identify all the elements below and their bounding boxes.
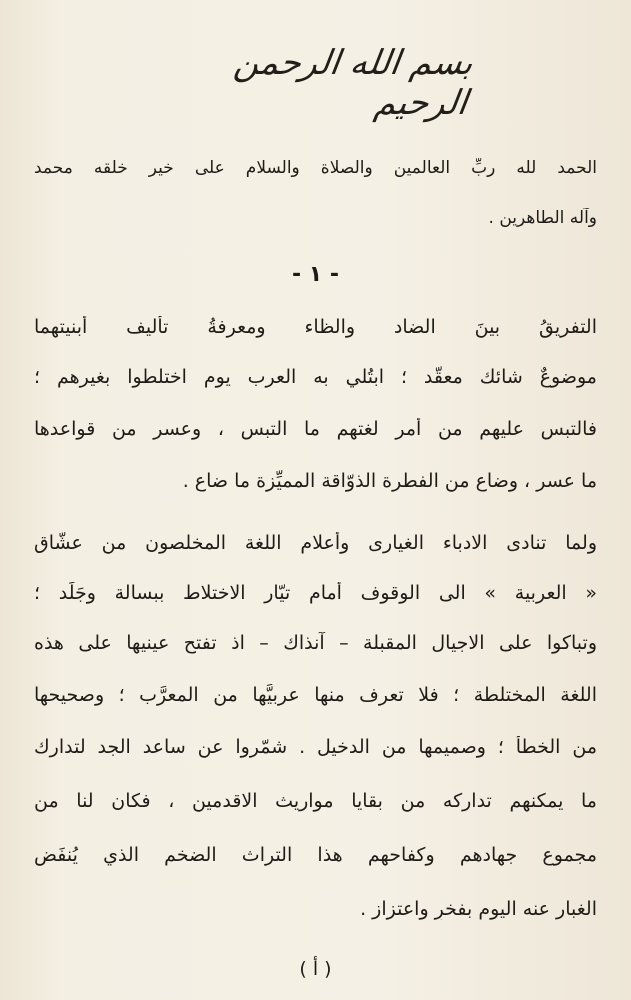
page-number: ( أ ) [299,958,332,980]
paragraph-1-line-1: التفريقُ بينَ الضاد والظاء ومعرفةُ تأليف أبنيتهما [34,316,597,338]
paragraph-2-line-6: ما يمكنهم تداركه من بقايا مواريث الاقدمين ، فكان لنا من [34,790,597,812]
paragraph-2-line-5: من الخطأ ؛ وصميمها من الدخيل . شمّروا عن ساعد الجد لتدارك [34,736,597,758]
paragraph-1-line-4: ما عسر ، وضاع من الفطرة الذوّاقة المميِّزة ما ضاع . [182,470,597,492]
paragraph-2-line-4: اللغة المختلطة ؛ فلا تعرف منها عربيَّها من المعرَّب ؛ وصحيحها [34,684,597,706]
paragraph-1-line-2: موضوعٌ شائك معقَّد ؛ ابتُلي به العرب يوم اختلطوا بغيرهم ؛ [34,366,597,388]
basmala-calligraphy: بسم الله الرحمن الرحيم [231,43,476,123]
paragraph-1-line-3: فالتبس عليهم من أمر لغتهم ما التبس ، وعسر من قواعدها [34,418,597,440]
paragraph-2-line-3: وتباكوا على الاجيال المقبلة – آنذاك – اذ تفتح عينيها على هذه [34,632,597,654]
section-number: - ١ - [291,262,340,287]
paragraph-2-line-7: مجموع جهادهم وكفاحهم هذا التراث الضخم الذي يُنفَض [34,844,597,866]
paragraph-2-line-2: « العربية » الى الوقوف أمام تيّار الاختلاط ببسالة وجَلَد ؛ [34,582,597,604]
paragraph-2-line-8: الغبار عنه اليوم بفخرٍ واعتزاز . [360,898,597,920]
header-line-2: وآله الطاهرين . [488,208,597,228]
paragraph-2-line-1: ولما تنادى الادباء الغيارى وأعلام اللغة المخلصون من عشّاق [34,532,597,554]
header-line-1: الحمد لله ربِّ العالمين والصلاة والسلام على خير خلقه محمد [34,158,597,178]
